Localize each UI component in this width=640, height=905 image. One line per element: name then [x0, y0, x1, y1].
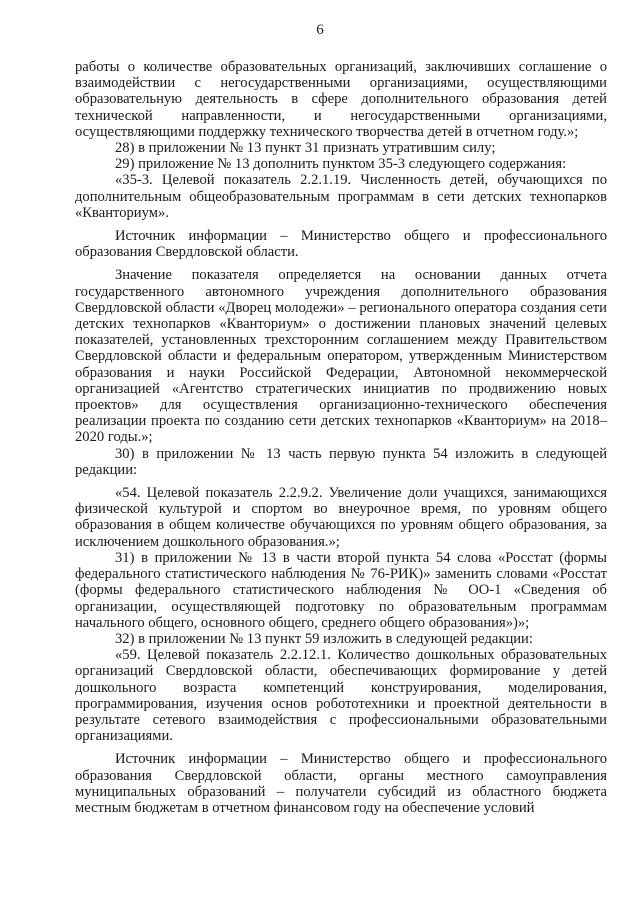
paragraph-item-31: 31) в приложении № 13 в части второй пункта 54 слова «Росстат (формы федерального статистического наблюдения № 76-РИК)» заменить словами «Росстат (формы федерального статистического наблюдения № ОО-1 «Сведения об организации, осуществляющей подготовку по образовательным программам начального общего, основного общего, среднего общего образования»)»;: [75, 549, 607, 631]
document-body: [75, 59, 607, 816]
paragraph-continuation: работы о количестве образовательных организаций, заключивших соглашение о взаимодействии с негосударственными организациями, осуществляющими образовательную деятельность в сфере дополнительного образования детей технической направленности, и негосударственными организациями, осуществляющими поддержку технического творчества детей в отчетном году.»;: [75, 59, 607, 140]
page-number: 6: [316, 22, 324, 38]
paragraph-point-35-3: «35-3. Целевой показатель 2.2.1.19. Численность детей, обучающихся по дополнительным общеобразовательным программам в сети детских технопарков «Кванториум».: [75, 172, 607, 221]
paragraph-indicator-value: Значение показателя определяется на основании данных отчета государственного автономного учреждения дополнительного образования Свердловской области «Дворец молодежи» – регионального оператора создания сети детских технопарков «Кванториум» о достижении плановых значений целевых показателей, установленных трехсторонним соглашением между Правительством Свердловской области и федеральным оператором, утвержденным Министерством образования и науки Российской Федерации, Автономной некоммерческой организацией «Агентство стратегических инициатив по продвижению новых проектов» для осуществления организационно-технического обеспечения реализации проекта по созданию сети детских технопарков «Кванториум» на 2018–2020 годы.»;: [75, 267, 607, 446]
paragraph-item-28: 28) в приложении № 13 пункт 31 признать утратившим силу;: [115, 140, 496, 157]
paragraph-item-29: 29) приложение № 13 дополнить пунктом 35-3 следующего содержания:: [115, 156, 567, 173]
paragraph-point-59: «59. Целевой показатель 2.2.12.1. Количество дошкольных образовательных организаций Свердловской области, обеспечивающих формирование у детей дошкольного возраста компетенций конструирования, моделирования, программирования, изучения основ робототехники и проектной деятельности в результате сетевого взаимодействия с профессиональными образовательными организациями.: [75, 647, 607, 745]
paragraph-item-32: 32) в приложении № 13 пункт 59 изложить в следующей редакции:: [115, 630, 533, 647]
paragraph-point-54: «54. Целевой показатель 2.2.9.2. Увеличение доли учащихся, занимающихся физической культурой и спортом во внеурочное время, по уровням общего образования в общем количестве обучающихся по уровням общего образования, за исключением дошкольного образования.»;: [75, 485, 607, 550]
paragraph-information-source: Источник информации – Министерство общего и профессионального образования Свердловской области.: [75, 228, 607, 261]
paragraph-item-30: 30) в приложении № 13 часть первую пункта 54 изложить в следующей редакции:: [75, 445, 607, 478]
paragraph-information-source-2: Источник информации – Министерство общего и профессионального образования Свердловской области, органы местного самоуправления муниципальных образований – получатели субсидий из областного бюджета местным бюджетам в отчетном финансовом году на обеспечение условий: [75, 751, 607, 816]
